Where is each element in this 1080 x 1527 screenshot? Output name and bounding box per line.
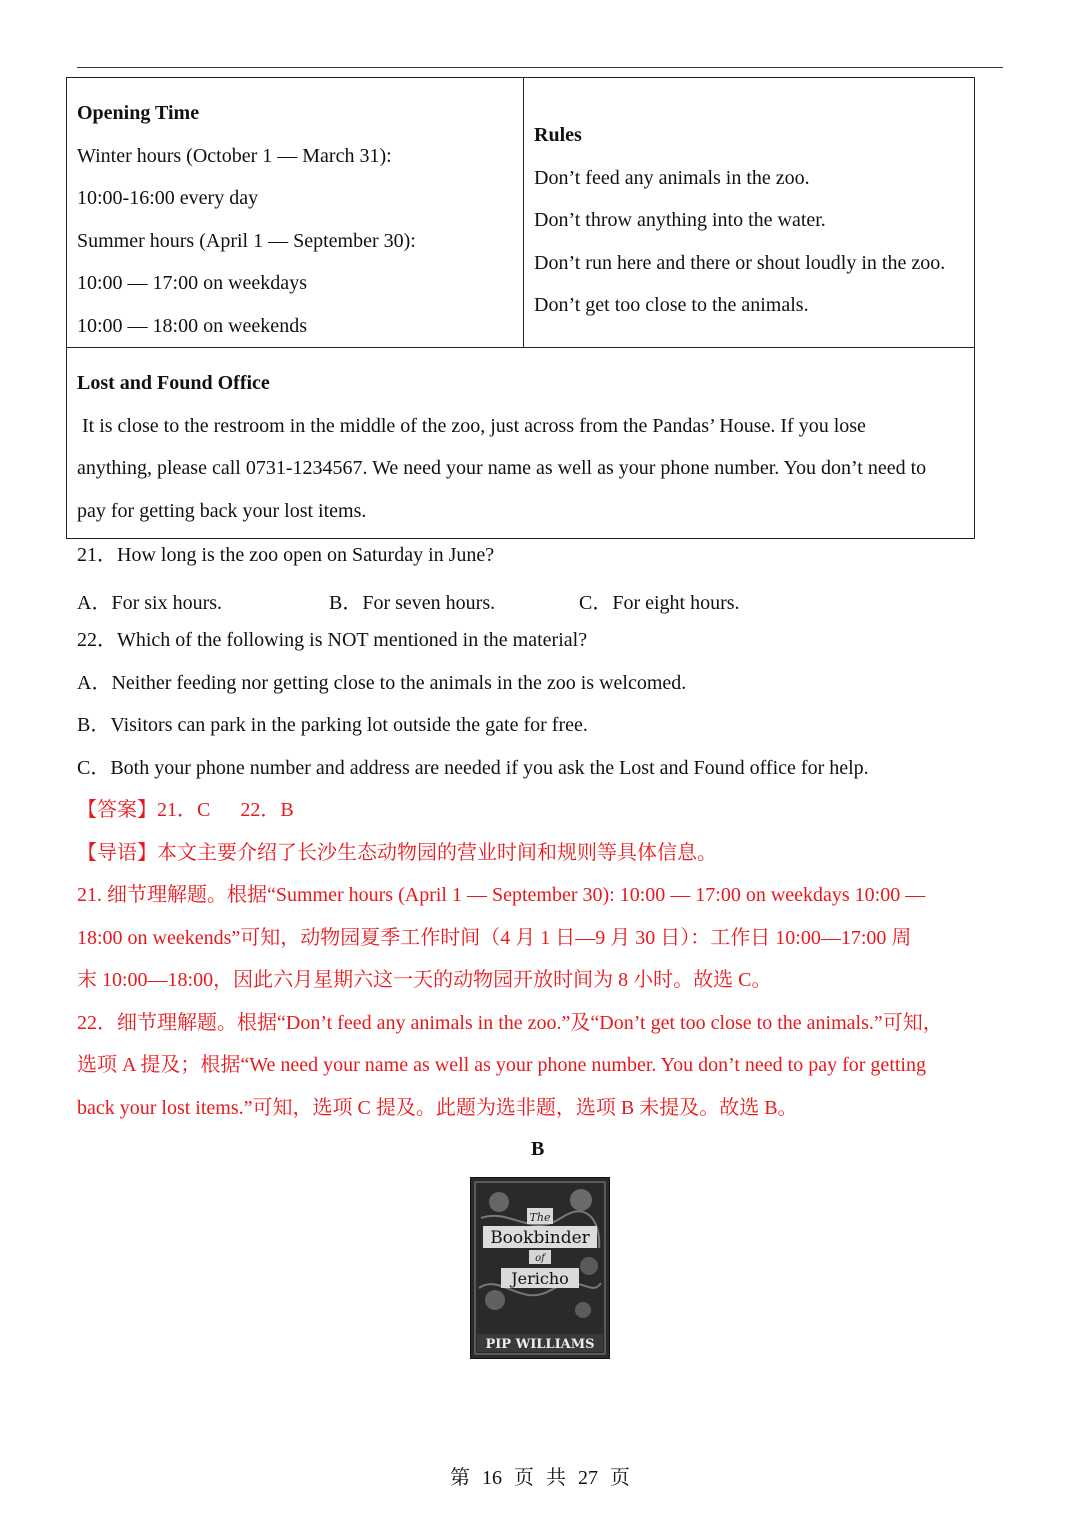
footer-total-pages: 27 — [578, 1467, 598, 1489]
q21-option-c: C．For eight hours. — [579, 592, 740, 614]
answer-line: 【答案】21．C 22．B — [77, 799, 294, 821]
lost-found-title: Lost and Found Office — [77, 372, 270, 394]
explanation-21-line: 21. 细节理解题。根据“Summer hours (April 1 — September 30): 10:00 — 17:00 on weekdays 10:00 — — [77, 884, 926, 906]
rule-line: Don’t run here and there or shout loudly in the zoo. — [534, 251, 946, 274]
rules-cell — [524, 78, 975, 348]
q21-option-a: A．For six hours. — [77, 592, 223, 614]
guide-line: 【导语】本文主要介绍了长沙生态动物园的营业时间和规则等具体信息。 — [77, 842, 717, 864]
page-footer — [0, 1461, 1080, 1490]
lost-found-cell — [67, 348, 975, 539]
book-title-jericho: Jericho — [511, 1269, 569, 1288]
rule-line: Don’t feed any animals in the zoo. — [534, 166, 810, 189]
zoo-info-table — [66, 77, 975, 539]
footer-ye: 页 — [610, 1467, 630, 1489]
book-title-bookbinder: Bookbinder — [490, 1228, 590, 1248]
opening-line: 10:00-16:00 every day — [77, 187, 259, 209]
rule-line: Don’t get too close to the animals. — [534, 294, 809, 316]
opening-line: 10:00 — 17:00 on weekdays — [77, 272, 307, 294]
book-title-the: The — [529, 1211, 551, 1224]
book-title-of: of — [535, 1253, 545, 1264]
book-cover-image — [470, 1177, 610, 1359]
rules-title: Rules — [534, 124, 582, 146]
book-author: PIP WILLIAMS — [485, 1337, 595, 1352]
explanation-22-line: back your lost items.”可知，选项 C 提及。此题为选非题，选项 B 未提及。故选 B。 — [77, 1097, 798, 1119]
explanation-21-line: 末 10:00—18:00，因此六月星期六这一天的动物园开放时间为 8 小时。故选 C。 — [77, 969, 772, 991]
explanation-21-line: 18:00 on weekends”可知，动物园夏季工作时间（4 月 1 日—9 月 30 日）：工作日 10:00—17:00 周 — [77, 927, 912, 949]
header-rule — [77, 67, 1003, 68]
opening-time-title: Opening Time — [77, 102, 200, 124]
rule-line: Don’t throw anything into the water. — [534, 209, 826, 231]
explanation-22-line: 选项 A 提及；根据“We need your name as well as your phone number. You don’t need to pay for getting — [77, 1054, 926, 1076]
q22-option-c: C．Both your phone number and address are needed if you ask the Lost and Found office for help. — [77, 757, 869, 779]
q22-option-b: B．Visitors can park in the parking lot outside the gate for free. — [77, 714, 588, 736]
explanation-22-line: 22．细节理解题。根据“Don’t feed any animals in the zoo.”及“Don’t get too close to the animals.”可知， — [77, 1012, 943, 1034]
opening-line: 10:00 — 18:00 on weekends — [77, 314, 307, 337]
section-b-heading: B — [531, 1138, 545, 1160]
q21-option-b: B．For seven hours. — [329, 592, 496, 614]
opening-line: Summer hours (April 1 — September 30): — [77, 229, 416, 252]
lost-found-text: It is close to the restroom in the middle of the zoo, just across from the Pandas’ House. If you lose anything, please call 0731-1234567. We need your name as well as your phone number. You don’t need to pay for getting back your lost items. — [77, 414, 932, 522]
q22-option-a: A．Neither feeding nor getting close to the animals in the zoo is welcomed. — [77, 672, 687, 694]
book-cover-art — [471, 1178, 609, 1358]
question-21-stem: 21．How long is the zoo open on Saturday in June? — [77, 544, 495, 566]
footer-di: 第 — [450, 1467, 470, 1489]
footer-ye: 页 — [514, 1467, 534, 1489]
opening-time-cell — [67, 78, 524, 348]
footer-page-number: 16 — [482, 1467, 502, 1489]
opening-line: Winter hours (October 1 — March 31): — [77, 144, 392, 167]
footer-gong: 共 — [546, 1467, 566, 1489]
question-22-stem: 22．Which of the following is NOT mentioned in the material? — [77, 629, 588, 651]
